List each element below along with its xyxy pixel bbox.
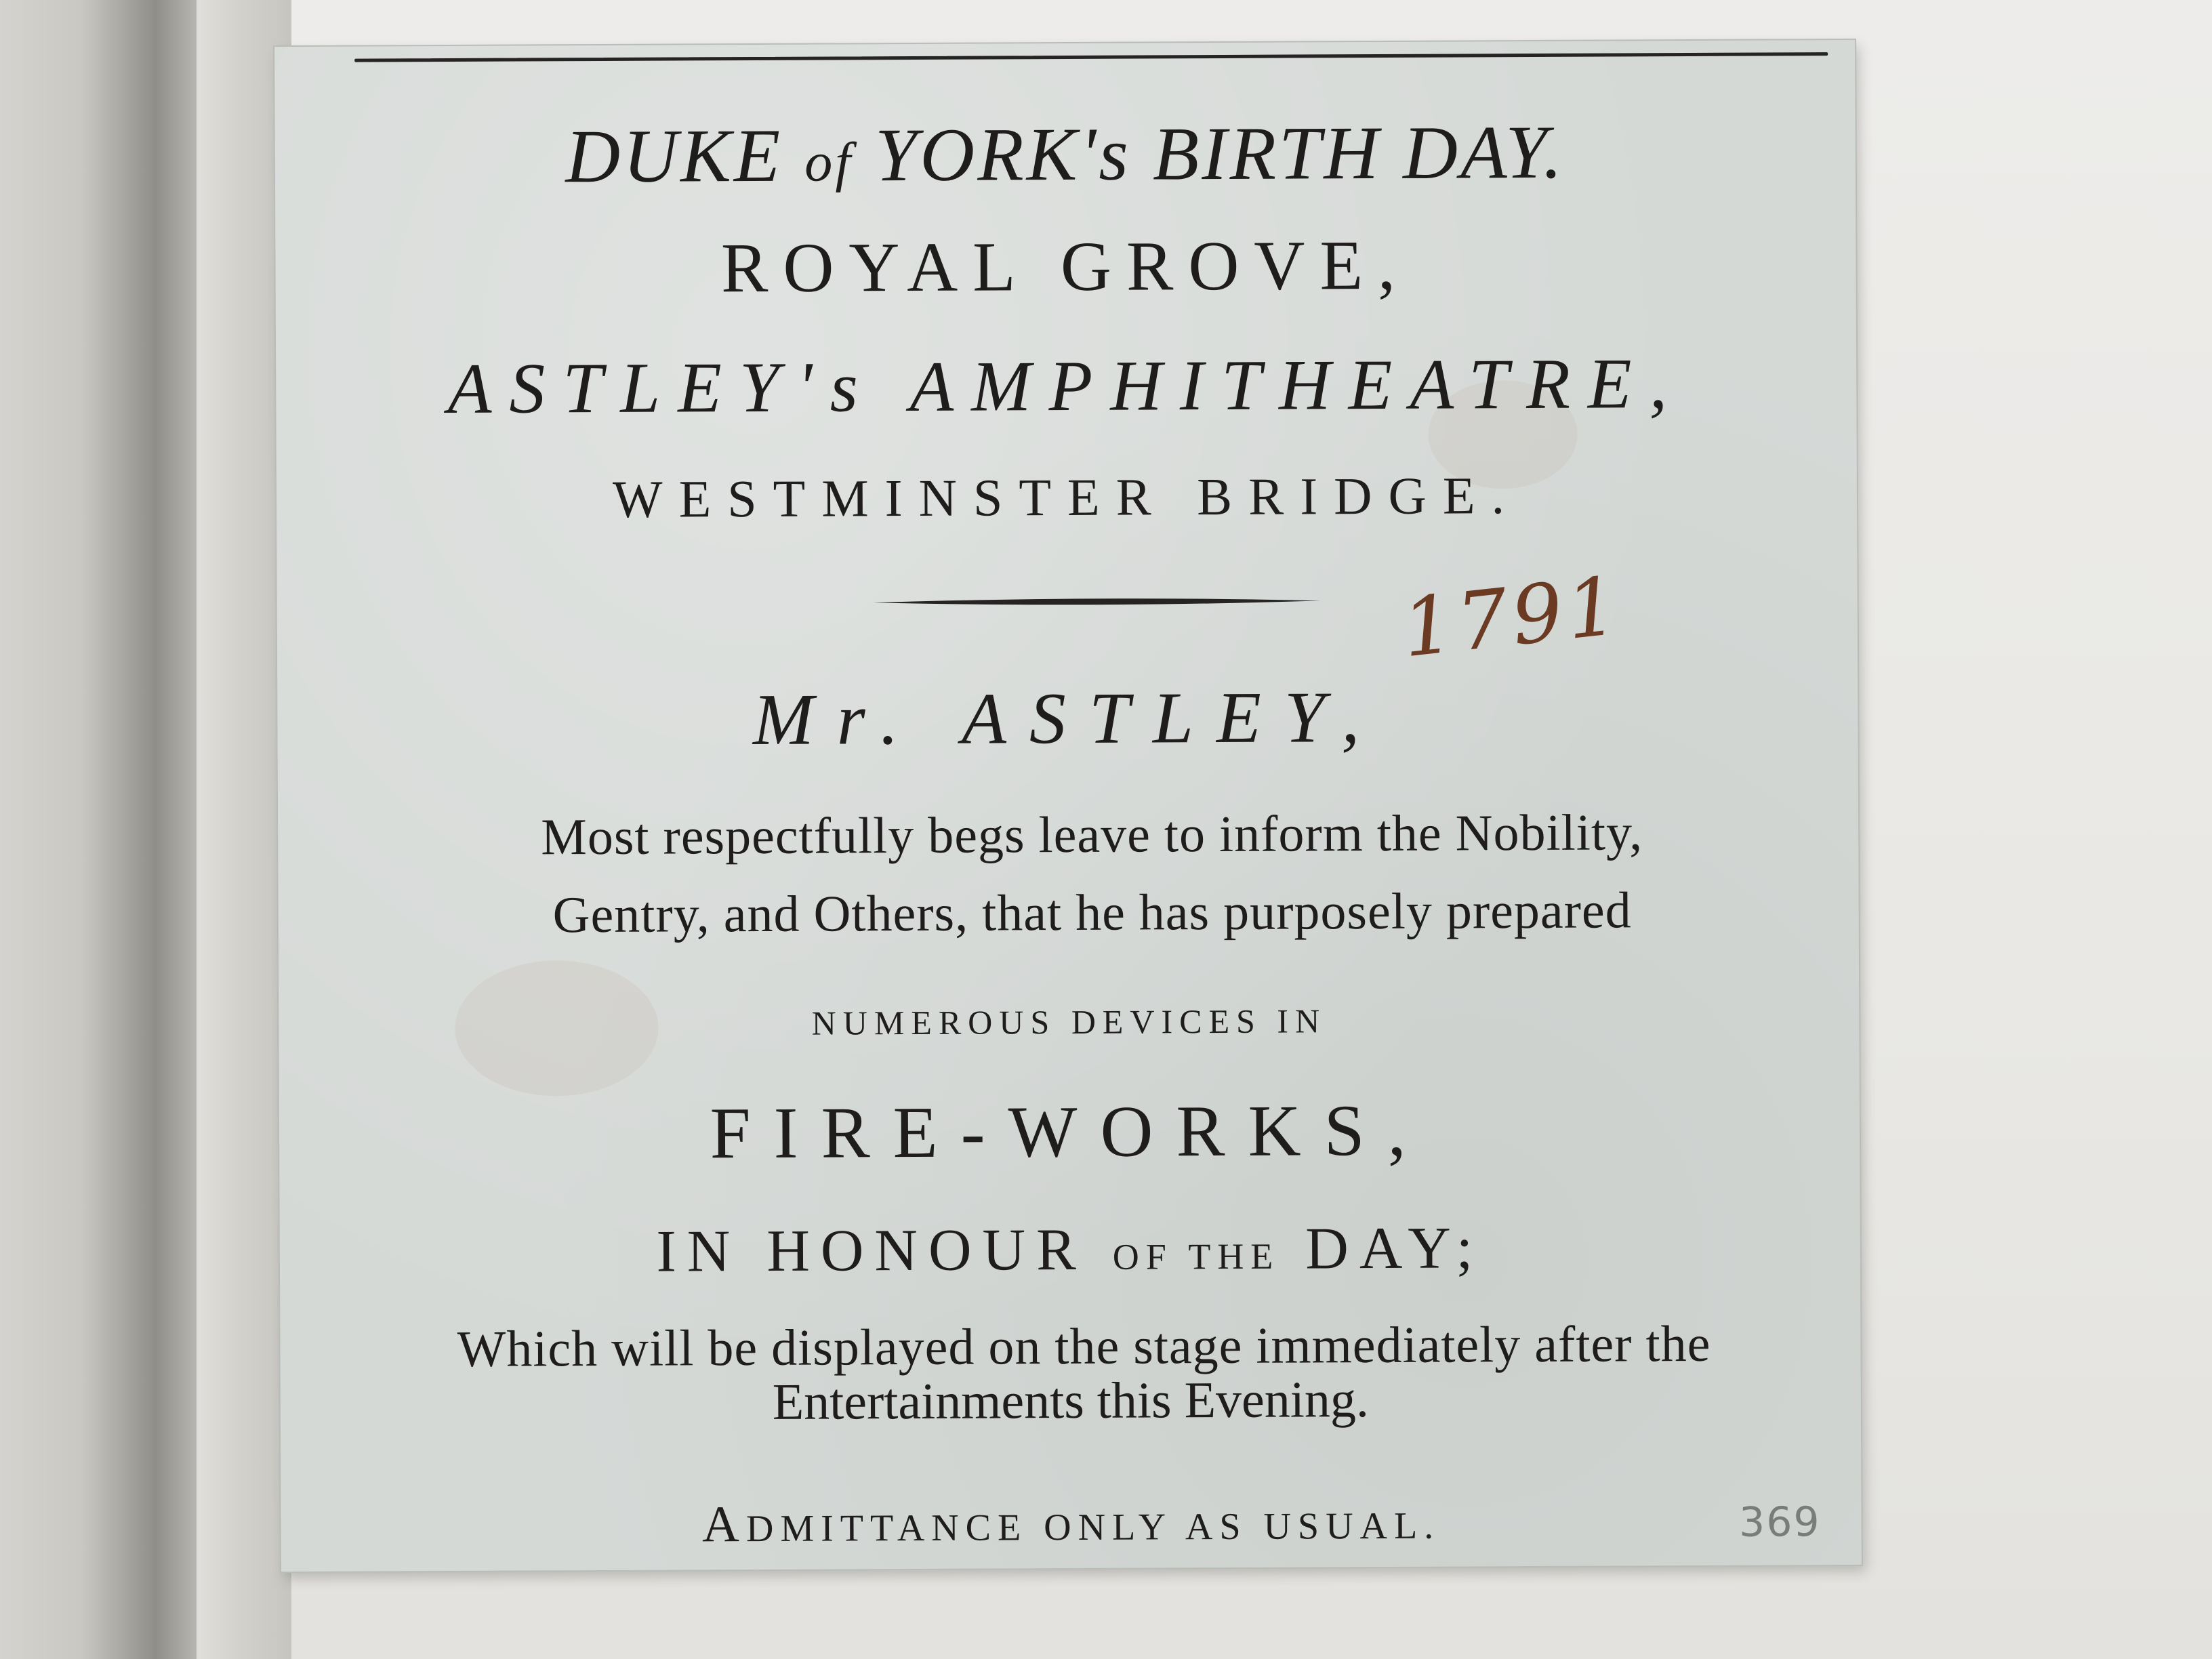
admittance-initial: A [701,1496,747,1553]
display-line-2: Entertainments this Evening. [772,1371,1370,1431]
venue-westminster-bridge: WESTMINSTER BRIDGE. [612,466,1521,529]
admittance-rest: DMITTANCE ONLY AS USUAL. [745,1504,1441,1551]
pencil-catalog-number: 369 [1738,1498,1821,1547]
headline-duke: DUKE [565,113,783,199]
honour-line [280,1212,1860,1288]
handwritten-year: 1791 [1397,558,1626,676]
top-rule [354,52,1828,62]
honour-day: DAY; [1305,1215,1484,1282]
newspaper-clipping [274,40,1862,1572]
headline-rest: YORK's BIRTH DAY. [874,110,1565,198]
honour-of-the: OF THE [1112,1235,1280,1277]
headline-of: of [804,131,854,193]
venue-royal-grove: ROYAL GROVE, [720,226,1411,308]
honour-word: HONOUR [766,1216,1087,1284]
proprietor-name: Mr. ASTLEY, [752,676,1383,761]
body-line-1: Most respectfully begs leave to inform the Nobility, [541,804,1643,866]
display-line-1: Which will be displayed on the stage immediately after the [457,1315,1711,1378]
admittance-line [281,1490,1861,1556]
fireworks-heading: FIRE-WORKS, [710,1090,1429,1174]
honour-in: IN [656,1218,741,1285]
body-line-2: Gentry, and Others, that he has purposely prepared [552,882,1632,944]
ornamental-rule [874,594,1321,609]
headline [275,108,1856,202]
venue-amphitheatre: ASTLEY's AMPHITHEATRE, [447,344,1685,428]
devices-line: NUMEROUS DEVICES IN [811,1002,1327,1042]
